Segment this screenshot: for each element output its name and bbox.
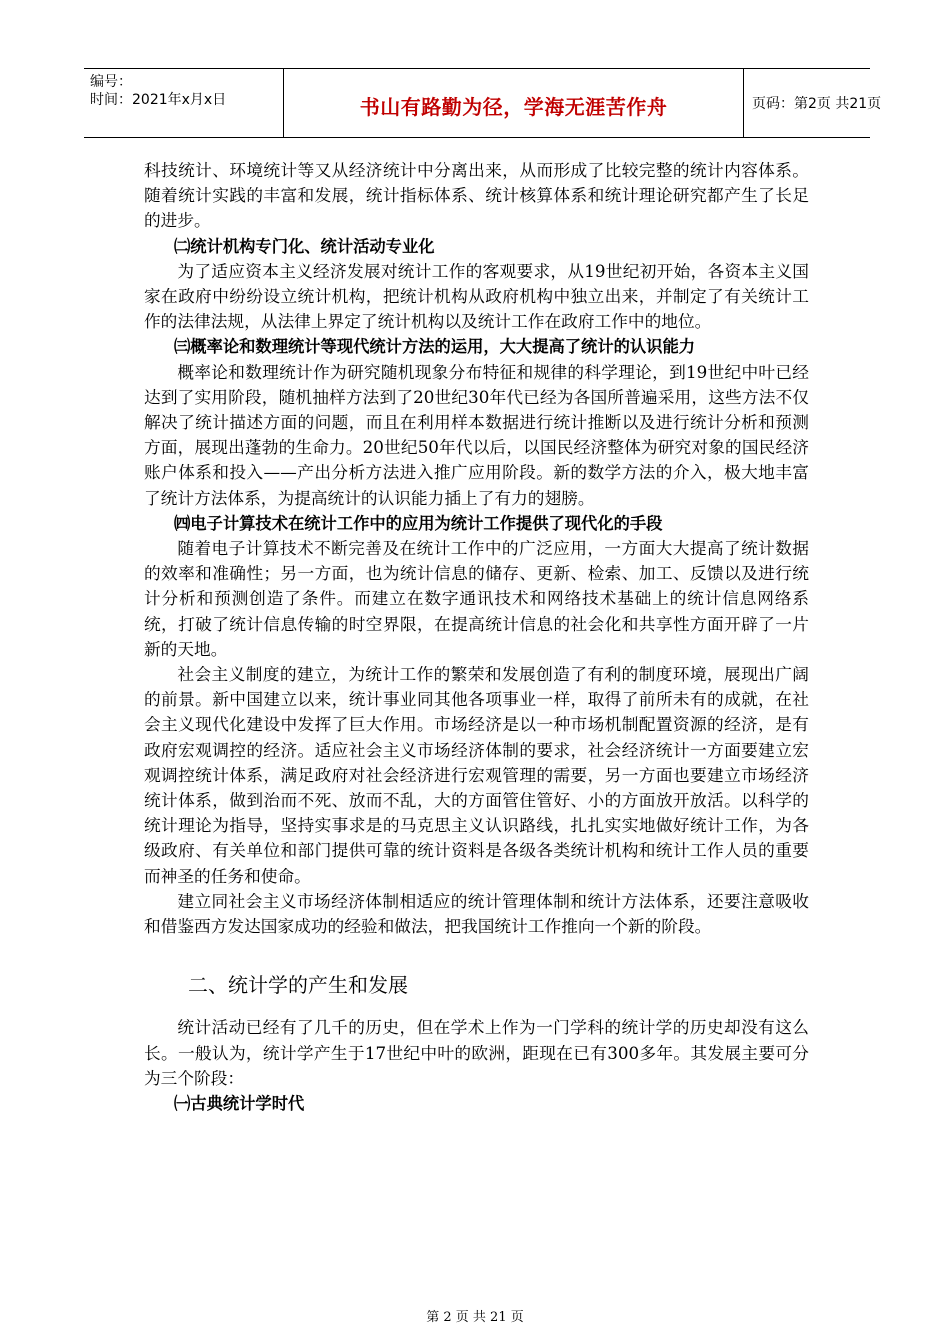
section-heading: 二、统计学的产生和发展 (188, 973, 408, 998)
header-left-cell (84, 69, 284, 137)
paragraph: 建立同社会主义市场经济体制相适应的统计管理体制和统计方法体系，还要注意吸收和借鉴西方发达国家成功的经验和做法，把我国统计工作推向一个新的阶段。 (144, 890, 809, 937)
paragraph: 为了适应资本主义经济发展对统计工作的客观要求，从19世纪初开始，各资本主义国家在政府中纷纷设立统计机构，把统计机构从政府机构中独立出来，并制定了有关统计工作的法律法规，从法律上界定了统计机构以及统计工作在政府工作中的地位。 (144, 260, 809, 332)
page-header (84, 68, 882, 138)
paragraph: 统计活动已经有了几千的历史，但在学术上作为一门学科的统计学的历史却没有这么长。一般认为，统计学产生于17世纪中叶的欧洲，距现在已有300多年。其发展主要可分为三个阶段： (144, 1017, 809, 1088)
paragraph: 社会主义制度的建立，为统计工作的繁荣和发展创造了有利的制度环境，展现出广阔的前景。新中国建立以来，统计事业同其他各项事业一样，取得了前所未有的成就，在社会主义现代化建设中发挥了巨大作用。市场经济是以一种市场机制配置资源的经济，是有政府宏观调控的经济。适应社会主义市场经济体制的要求，社会经济统计一方面要建立宏观调控统计体系，满足政府对社会经济进行宏观管理的需要，另一方面也要建立市场经济统计体系，做到治而不死、放而不乱，大的方面管住管好、小的方面放开放活。以科学的统计理论为指导，坚持实事求是的马克思主义认识路线，扎扎实实地做好统计工作，为各级政府、有关单位和部门提供可靠的统计资料是各级各类统计机构和统计工作人员的重要而神圣的任务和使命。 (144, 664, 809, 886)
date-label: 时间：2021年x月x日 (90, 92, 227, 108)
subheading: ㈣电子计算技术在统计工作中的应用为统计工作提供了现代化的手段 (174, 513, 663, 533)
paragraph: 随着电子计算技术不断完善及在统计工作中的广泛应用，一方面大大提高了统计数据的效率和准确性；另一方面，也为统计信息的储存、更新、检索、加工、反馈以及进行统计分析和预测创造了条件。而建立在数字通讯技术和网络技术基础上的统计信息网络系统，打破了统计信息传输的时空界限，在提高统计信息的社会化和共享性方面开辟了一片新的天地。 (144, 538, 809, 659)
document-body (144, 158, 809, 1116)
subheading: ㈠古典统计学时代 (174, 1093, 305, 1113)
subheading: ㈢概率论和数理统计等现代统计方法的运用，大大提高了统计的认识能力 (174, 337, 696, 357)
header-motto-cell (283, 69, 744, 137)
paragraph: 概率论和数理统计作为研究随机现象分布特征和规律的科学理论，到19世纪中叶已经达到了实用阶段，随机抽样方法到了20世纪30年代已经为各国所普遍采用，这些方法不仅解决了统计描述方面的问题，而且在利用样本数据进行统计推断以及进行统计分析和预测方面，展现出蓬勃的生命力。20世纪50年代以后，以国民经济整体为研究对象的国民经济账户体系和投入——产出分析方法进入推广应用阶段。新的数学方法的介入，极大地丰富了统计方法体系，为提高统计的认识能力插上了有力的翅膀。 (144, 361, 809, 508)
document-number-label: 编号： (90, 74, 132, 90)
paragraph: 科技统计、环境统计等又从经济统计中分离出来，从而形成了比较完整的统计内容体系。随着统计实践的丰富和发展，统计指标体系、统计核算体系和统计理论研究都产生了长足的进步。 (144, 160, 809, 231)
header-page-info: 页码：第2页 共21页 (752, 96, 882, 112)
page-footer: 第 2 页 共 21 页 (426, 1310, 524, 1325)
subheading: ㈡统计机构专门化、统计活动专业化 (174, 236, 435, 256)
header-motto: 书山有路勤为径，学海无涯苦作舟 (359, 95, 668, 119)
